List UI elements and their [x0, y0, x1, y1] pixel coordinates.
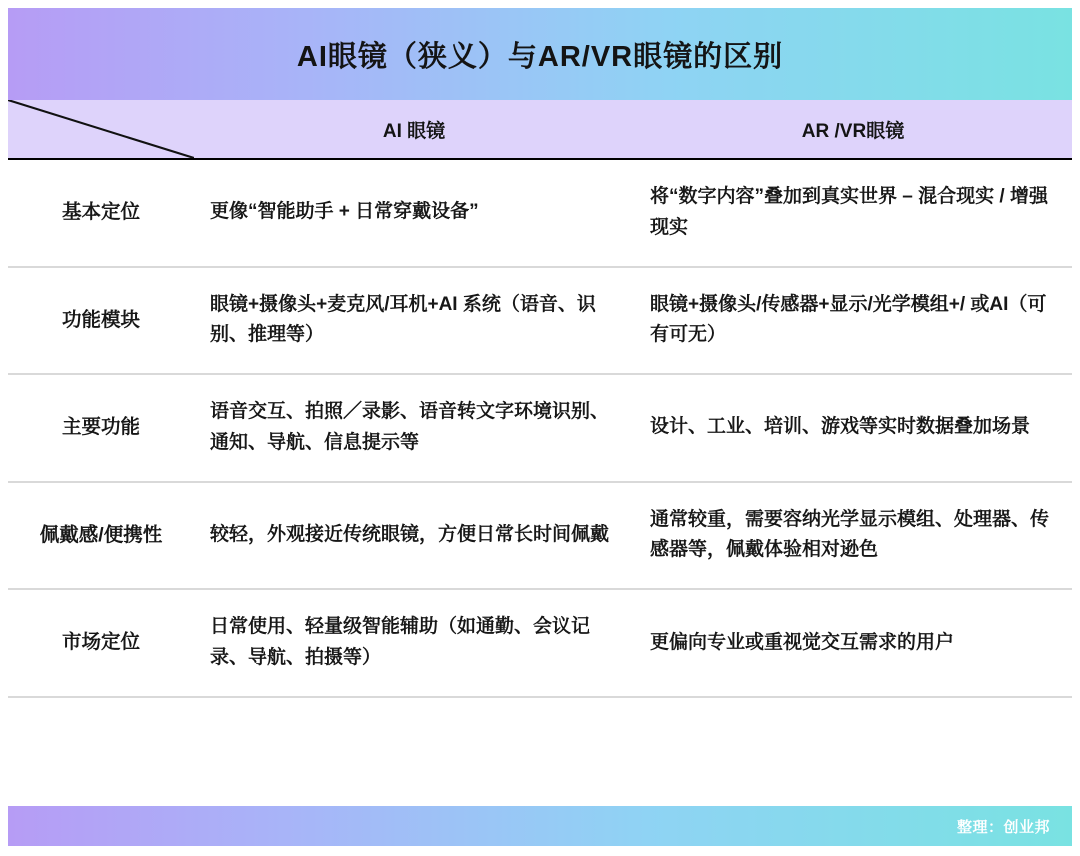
- cell-ai: 眼镜+摄像头+麦克风/耳机+AI 系统（语音、识别、推理等）: [194, 267, 634, 375]
- row-label: 基本定位: [8, 159, 194, 267]
- cell-ai: 日常使用、轻量级智能辅助（如通勤、会议记录、导航、拍摄等）: [194, 589, 634, 697]
- cell-arvr: 设计、工业、培训、游戏等实时数据叠加场景: [634, 374, 1072, 482]
- cell-arvr: 通常较重，需要容纳光学显示模组、处理器、传感器等，佩戴体验相对逊色: [634, 482, 1072, 590]
- table-corner-cell: [8, 100, 194, 159]
- footer-credit: 整理：创业邦: [956, 818, 1050, 836]
- cell-arvr: 更偏向专业或重视觉交互需求的用户: [634, 589, 1072, 697]
- comparison-table: [8, 100, 1072, 698]
- table-header-row: [8, 100, 1072, 159]
- table-row: [8, 267, 1072, 375]
- diagonal-divider-icon: [8, 100, 194, 158]
- footer-banner: [8, 806, 1072, 846]
- column-header-arvr: AR /VR眼镜: [634, 100, 1072, 159]
- row-label: 主要功能: [8, 374, 194, 482]
- table-header: [8, 100, 1072, 159]
- table-row: [8, 482, 1072, 590]
- column-header-ai: AI 眼镜: [194, 100, 634, 159]
- table-body: [8, 159, 1072, 697]
- table-row: [8, 374, 1072, 482]
- row-label: 市场定位: [8, 589, 194, 697]
- table-row: [8, 589, 1072, 697]
- page-title: AI眼镜（狭义）与AR/VR眼镜的区别: [296, 40, 784, 73]
- cell-arvr: 眼镜+摄像头/传感器+显示/光学模组+/ 或AI（可有可无）: [634, 267, 1072, 375]
- cell-arvr: 将“数字内容”叠加到真实世界 – 混合现实 / 增强现实: [634, 159, 1072, 267]
- row-label: 功能模块: [8, 267, 194, 375]
- cell-ai: 较轻，外观接近传统眼镜，方便日常长时间佩戴: [194, 482, 634, 590]
- cell-ai: 更像“智能助手 + 日常穿戴设备”: [194, 159, 634, 267]
- row-label: 佩戴感/便携性: [8, 482, 194, 590]
- table-row: [8, 159, 1072, 267]
- cell-ai: 语音交互、拍照／录影、语音转文字环境识别、通知、导航、信息提示等: [194, 374, 634, 482]
- title-banner: [8, 8, 1072, 100]
